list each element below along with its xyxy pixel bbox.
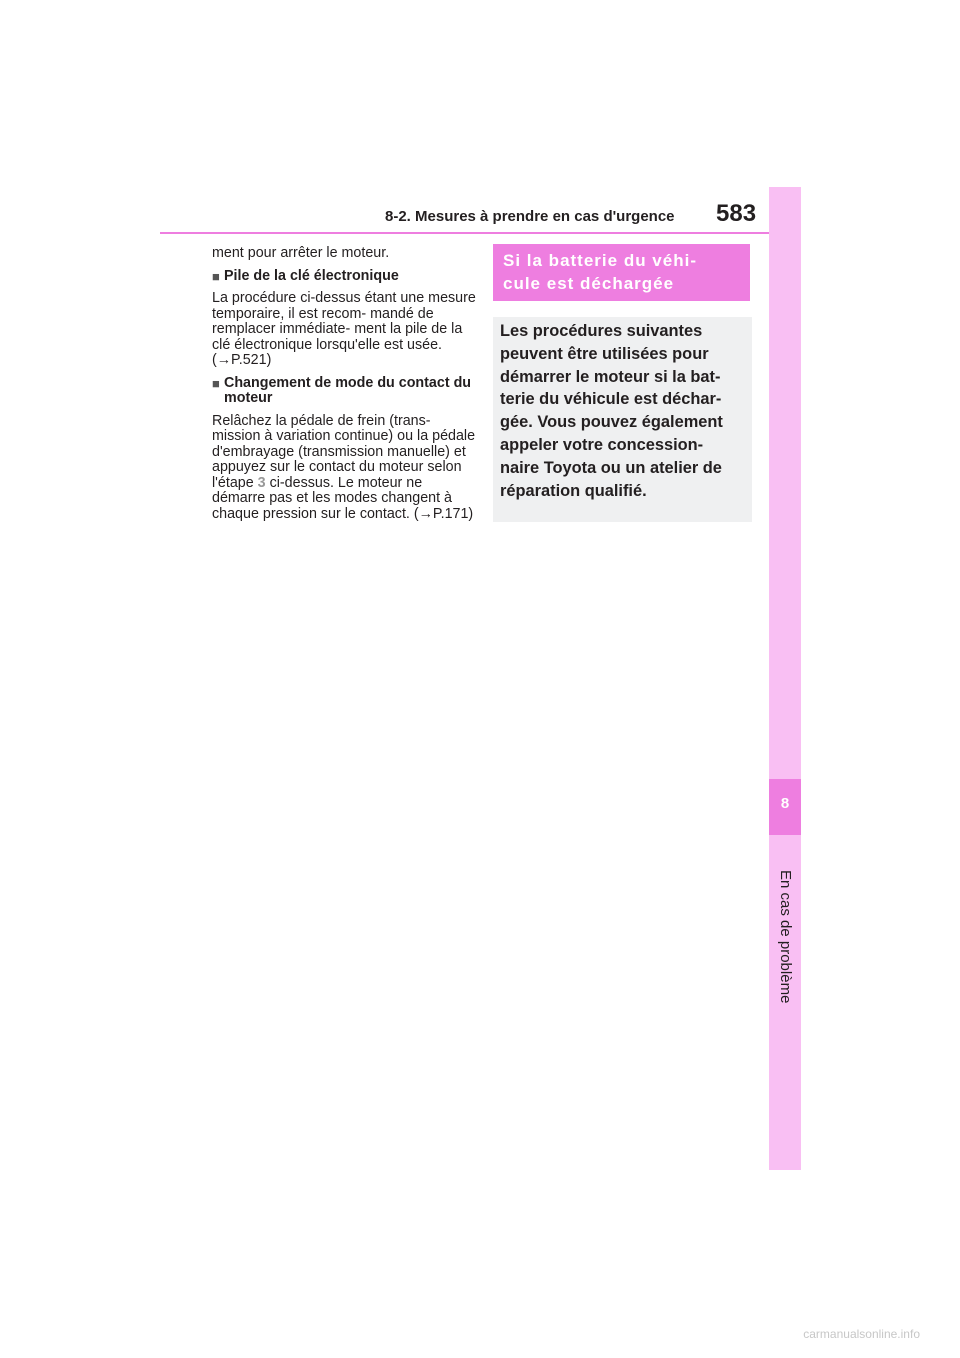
section-title-box: Si la batterie du véhi- cule est déchargée <box>493 244 750 301</box>
info-box: Les procédures suivantes peuvent être utilisées pour démarrer le moteur si la bat- terie du véhicule est déchar- gée. Vous pouvez également appeler votre concession- naire Toyota ou un atelier de réparation qualifié. <box>493 317 752 522</box>
left-column <box>212 246 476 529</box>
subheading-engine-switch-mode <box>212 376 476 407</box>
subheading-text: Pile de la clé électronique <box>224 267 399 284</box>
body-text-part: Relâchez la pédale de frein (trans- mission à variation continue) ou la pédale d'embrayage (transmission manuelle) et appuyez sur le contact du moteur selon l'étape <box>212 412 476 491</box>
chapter-label: En cas de problème <box>777 870 794 1004</box>
section-header-title: 8-2. Mesures à prendre en cas d'urgence <box>385 208 675 225</box>
step-reference: 3 <box>257 474 266 491</box>
subheading-key-battery <box>212 269 476 285</box>
body-text-part: ci-dessus. Le moteur ne démarre pas et les modes changent à chaque pression sur le contact. (→P.171) <box>212 474 474 522</box>
intro-text: ment pour arrêter le moteur. <box>212 245 390 261</box>
square-bullet-icon: ■ <box>212 268 220 284</box>
body-text: La procédure ci-dessus étant une mesure temporaire, il est recom- mandé de remplacer immédiate- ment la pile de la clé électronique lorsqu'elle est usée. (→P.521) <box>212 290 476 368</box>
page-number: 583 <box>716 200 757 227</box>
watermark: carmanualsonline.info <box>803 1327 920 1341</box>
square-bullet-icon: ■ <box>212 375 220 391</box>
chapter-number: 8 <box>780 795 790 812</box>
body-text <box>212 414 476 523</box>
subheading-text: Changement de mode du contact du moteur <box>224 374 472 406</box>
header-rule <box>160 232 769 234</box>
